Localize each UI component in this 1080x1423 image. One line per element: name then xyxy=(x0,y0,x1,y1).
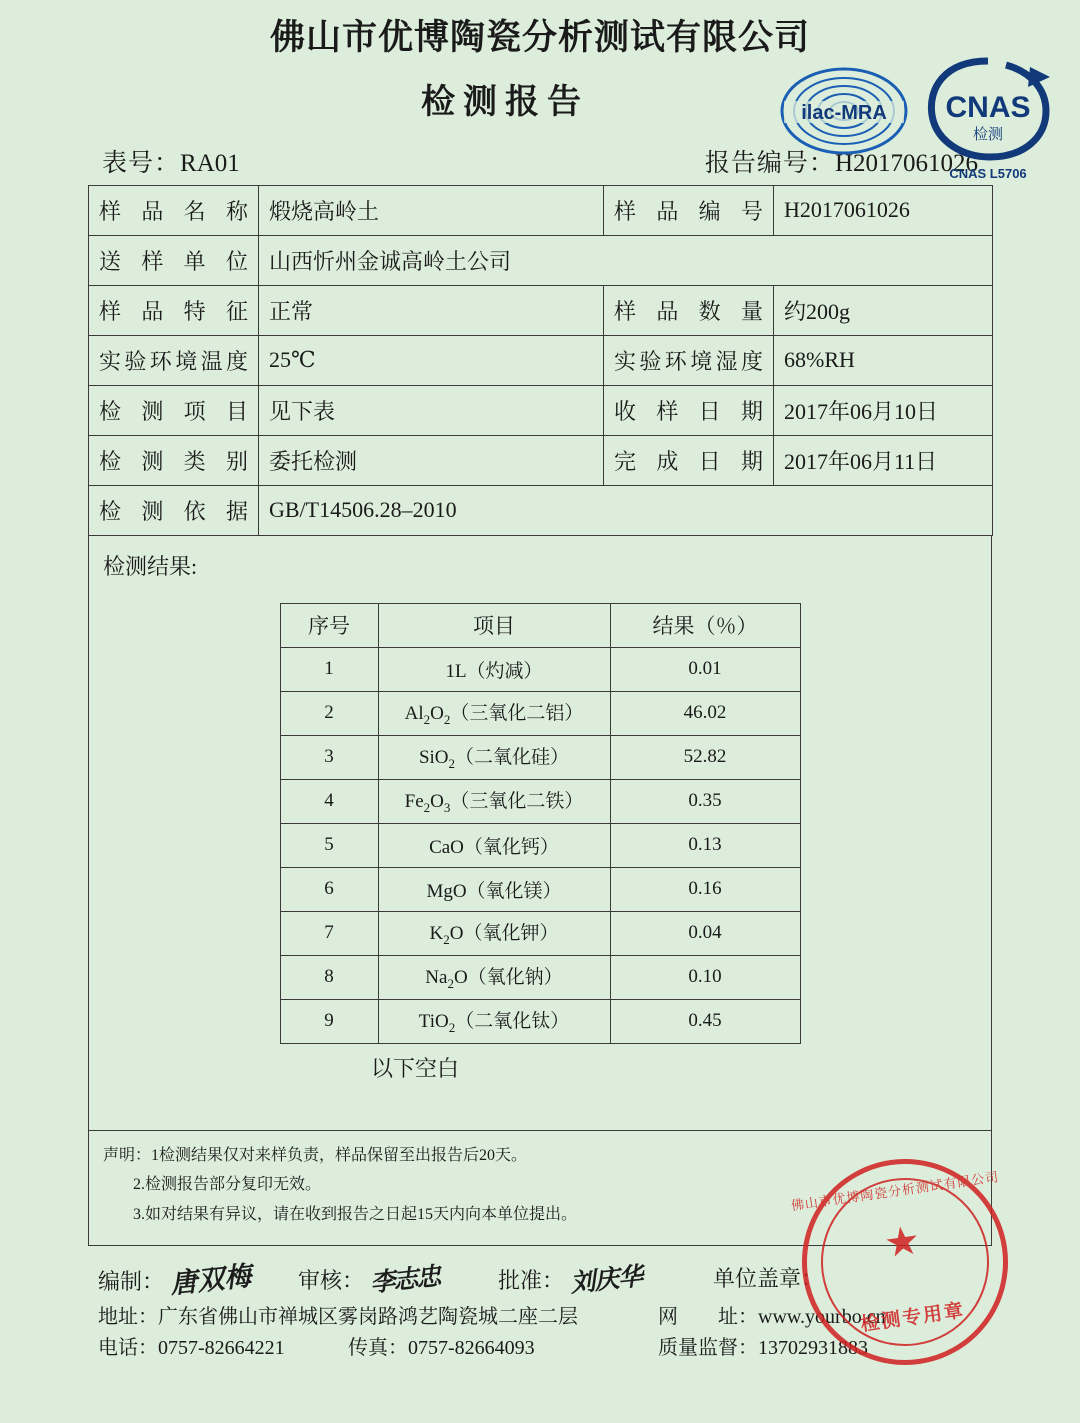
result-row-no: 1 xyxy=(280,647,378,691)
tel-label: 电话： xyxy=(98,1336,158,1359)
fax-value: 0757-82664093 xyxy=(408,1336,535,1359)
table-row xyxy=(280,955,800,999)
table-row xyxy=(280,647,800,691)
result-row-no: 6 xyxy=(280,867,378,911)
address-block xyxy=(98,1302,658,1333)
result-row-no: 8 xyxy=(280,955,378,999)
table-row xyxy=(89,335,993,385)
sample-feature-label: 样品特征 xyxy=(89,285,259,335)
test-type-value: 委托检测 xyxy=(259,435,604,485)
temperature-value: 25℃ xyxy=(259,335,604,385)
prepared-by-label: 编制： xyxy=(98,1269,165,1295)
result-row-value: 52.82 xyxy=(610,735,800,779)
result-row-no: 2 xyxy=(280,691,378,735)
client-label: 送样单位 xyxy=(89,235,259,285)
table-row xyxy=(280,823,800,867)
result-row-value: 0.04 xyxy=(610,911,800,955)
signature-row xyxy=(88,1256,992,1300)
reviewed-by-signature: 李志忠 xyxy=(369,1263,441,1298)
table-row xyxy=(280,911,800,955)
tel-block xyxy=(98,1333,348,1364)
result-row-item: CaO（氧化钙） xyxy=(378,823,610,867)
sample-name-label: 样品名称 xyxy=(89,185,259,235)
receive-date-value: 2017年06月10日 xyxy=(774,385,993,435)
stamp-arc-text: 佛山市优博陶瓷分析测试有限公司 xyxy=(790,1169,1001,1214)
svg-text:CNAS: CNAS xyxy=(945,91,1031,124)
finish-date-label: 完成日期 xyxy=(604,435,774,485)
fax-block xyxy=(348,1333,658,1364)
result-row-item: TiO$_2$（二氧化钛） xyxy=(378,999,610,1043)
standard-value: GB/T14506.28–2010 xyxy=(259,485,993,535)
form-number xyxy=(102,143,240,179)
table-row xyxy=(89,385,993,435)
table-row xyxy=(89,235,993,285)
footer-line-address xyxy=(98,1302,982,1333)
stamp-center-text: 检测专用章 xyxy=(859,1300,967,1336)
company-seal-label: 单位盖章： xyxy=(713,1266,824,1292)
form-number-label: 表号： xyxy=(102,149,181,177)
table-row xyxy=(280,691,800,735)
approved-by xyxy=(498,1260,713,1296)
result-row-no: 3 xyxy=(280,735,378,779)
website-label: 网 址： xyxy=(658,1305,758,1328)
temperature-label: 实验环境温度 xyxy=(89,335,259,385)
company-title: 佛山市优博陶瓷分析测试有限公司 xyxy=(269,18,810,57)
address-label: 地址： xyxy=(98,1305,158,1328)
receive-date-label: 收样日期 xyxy=(604,385,774,435)
result-row-value: 46.02 xyxy=(610,691,800,735)
client-value: 山西忻州金诚高岭土公司 xyxy=(259,235,993,285)
table-row xyxy=(89,485,993,535)
results-header-row xyxy=(280,603,800,647)
blank-below-note: 以下空白 xyxy=(371,1055,460,1081)
standard-label: 检测依据 xyxy=(89,485,259,535)
statement-line-1: 声明：1检测结果仅对来样负责，样品保留至出报告后20天。 xyxy=(103,1146,528,1164)
result-row-item: $Na_2O$（氧化钠） xyxy=(378,955,610,999)
humidity-value: 68%RH xyxy=(774,335,993,385)
result-row-value: 0.13 xyxy=(610,823,800,867)
test-item-label: 检测项目 xyxy=(89,385,259,435)
result-row-value: 0.10 xyxy=(610,955,800,999)
report-number-label: 报告编号： xyxy=(704,149,835,177)
website-value[interactable]: www.yourbo.cn xyxy=(758,1305,886,1328)
results-body xyxy=(280,647,800,1043)
form-number-value: RA01 xyxy=(180,149,240,177)
sample-no-label: 样品编号 xyxy=(604,185,774,235)
sample-no-value: H2017061026 xyxy=(774,185,993,235)
humidity-label: 实验环境湿度 xyxy=(604,335,774,385)
table-row xyxy=(89,285,993,335)
website-block xyxy=(658,1302,982,1333)
supervision-value: 13702931883 xyxy=(758,1336,868,1359)
fax-label: 传真： xyxy=(348,1336,408,1359)
reviewed-by xyxy=(298,1260,498,1296)
cnas-logo-icon xyxy=(918,55,1058,183)
results-section xyxy=(88,536,992,1131)
results-col-item: 项目 xyxy=(378,603,610,647)
result-row-value: 0.45 xyxy=(610,999,800,1043)
approved-by-signature: 刘庆华 xyxy=(569,1263,644,1298)
ilac-mra-logo-icon xyxy=(778,63,910,159)
result-row-value: 0.16 xyxy=(610,867,800,911)
table-row xyxy=(89,435,993,485)
table-row xyxy=(280,999,800,1043)
approved-by-label: 批准： xyxy=(498,1267,565,1293)
results-col-value: 结果（％） xyxy=(610,603,800,647)
prepared-by-signature: 唐双梅 xyxy=(168,1261,253,1300)
result-row-no: 4 xyxy=(280,779,378,823)
svg-text:检测: 检测 xyxy=(972,126,1004,143)
result-row-no: 9 xyxy=(280,999,378,1043)
result-row-no: 7 xyxy=(280,911,378,955)
result-row-item: $K_2O$（氧化钾） xyxy=(378,911,610,955)
table-row xyxy=(89,185,993,235)
svg-text:ilac-MRA: ilac-MRA xyxy=(801,102,887,124)
sample-name-value: 煅烧高岭土 xyxy=(259,185,604,235)
result-row-item: MgO（氧化镁） xyxy=(378,867,610,911)
table-row xyxy=(280,867,800,911)
test-type-label: 检测类别 xyxy=(89,435,259,485)
statement-line-2: 2.检测报告部分复印无效。 xyxy=(133,1176,322,1194)
address-value: 广东省佛山市禅城区雾岗路鸿艺陶瓷城二座二层 xyxy=(158,1305,578,1328)
tel-value: 0757-82664221 xyxy=(158,1336,285,1359)
company-seal-label-wrap xyxy=(713,1262,823,1293)
accreditation-logos xyxy=(778,55,1068,185)
results-label: 检测结果: xyxy=(103,553,198,579)
cnas-caption: CNAS L5706 xyxy=(949,166,1027,181)
result-row-item: $Al_2O_2$（三氧化二铝） xyxy=(378,691,610,735)
sample-info-table xyxy=(88,185,993,536)
star-icon: ★ xyxy=(881,1217,924,1267)
test-item-value: 见下表 xyxy=(259,385,604,435)
result-row-item: SiO$_2$（二氧化硅） xyxy=(378,735,610,779)
supervision-block xyxy=(658,1333,982,1364)
finish-date-value: 2017年06月11日 xyxy=(774,435,993,485)
table-row xyxy=(280,735,800,779)
sample-quantity-label: 样品数量 xyxy=(604,285,774,335)
result-row-item: $Fe_2O_3$（三氧化二铁） xyxy=(378,779,610,823)
reviewed-by-label: 审核： xyxy=(298,1267,365,1293)
sample-feature-value: 正常 xyxy=(259,285,604,335)
statement-block xyxy=(88,1131,992,1246)
result-row-value: 0.01 xyxy=(610,647,800,691)
footer-line-contact xyxy=(98,1333,982,1364)
result-row-item: 1L（灼减） xyxy=(378,647,610,691)
page-title: 检测报告 xyxy=(421,83,589,121)
result-row-no: 5 xyxy=(280,823,378,867)
table-row xyxy=(280,779,800,823)
results-table xyxy=(280,603,801,1044)
results-col-no: 序号 xyxy=(280,603,378,647)
supervision-label: 质量监督： xyxy=(658,1336,758,1359)
report-number-value: H2017061026 xyxy=(834,149,978,177)
footer xyxy=(88,1300,992,1364)
sample-quantity-value: 约200g xyxy=(774,285,993,335)
statement-line-3: 3.如对结果有异议，请在收到报告之日起15天内向本单位提出。 xyxy=(133,1205,578,1223)
prepared-by xyxy=(98,1258,298,1300)
result-row-value: 0.35 xyxy=(610,779,800,823)
